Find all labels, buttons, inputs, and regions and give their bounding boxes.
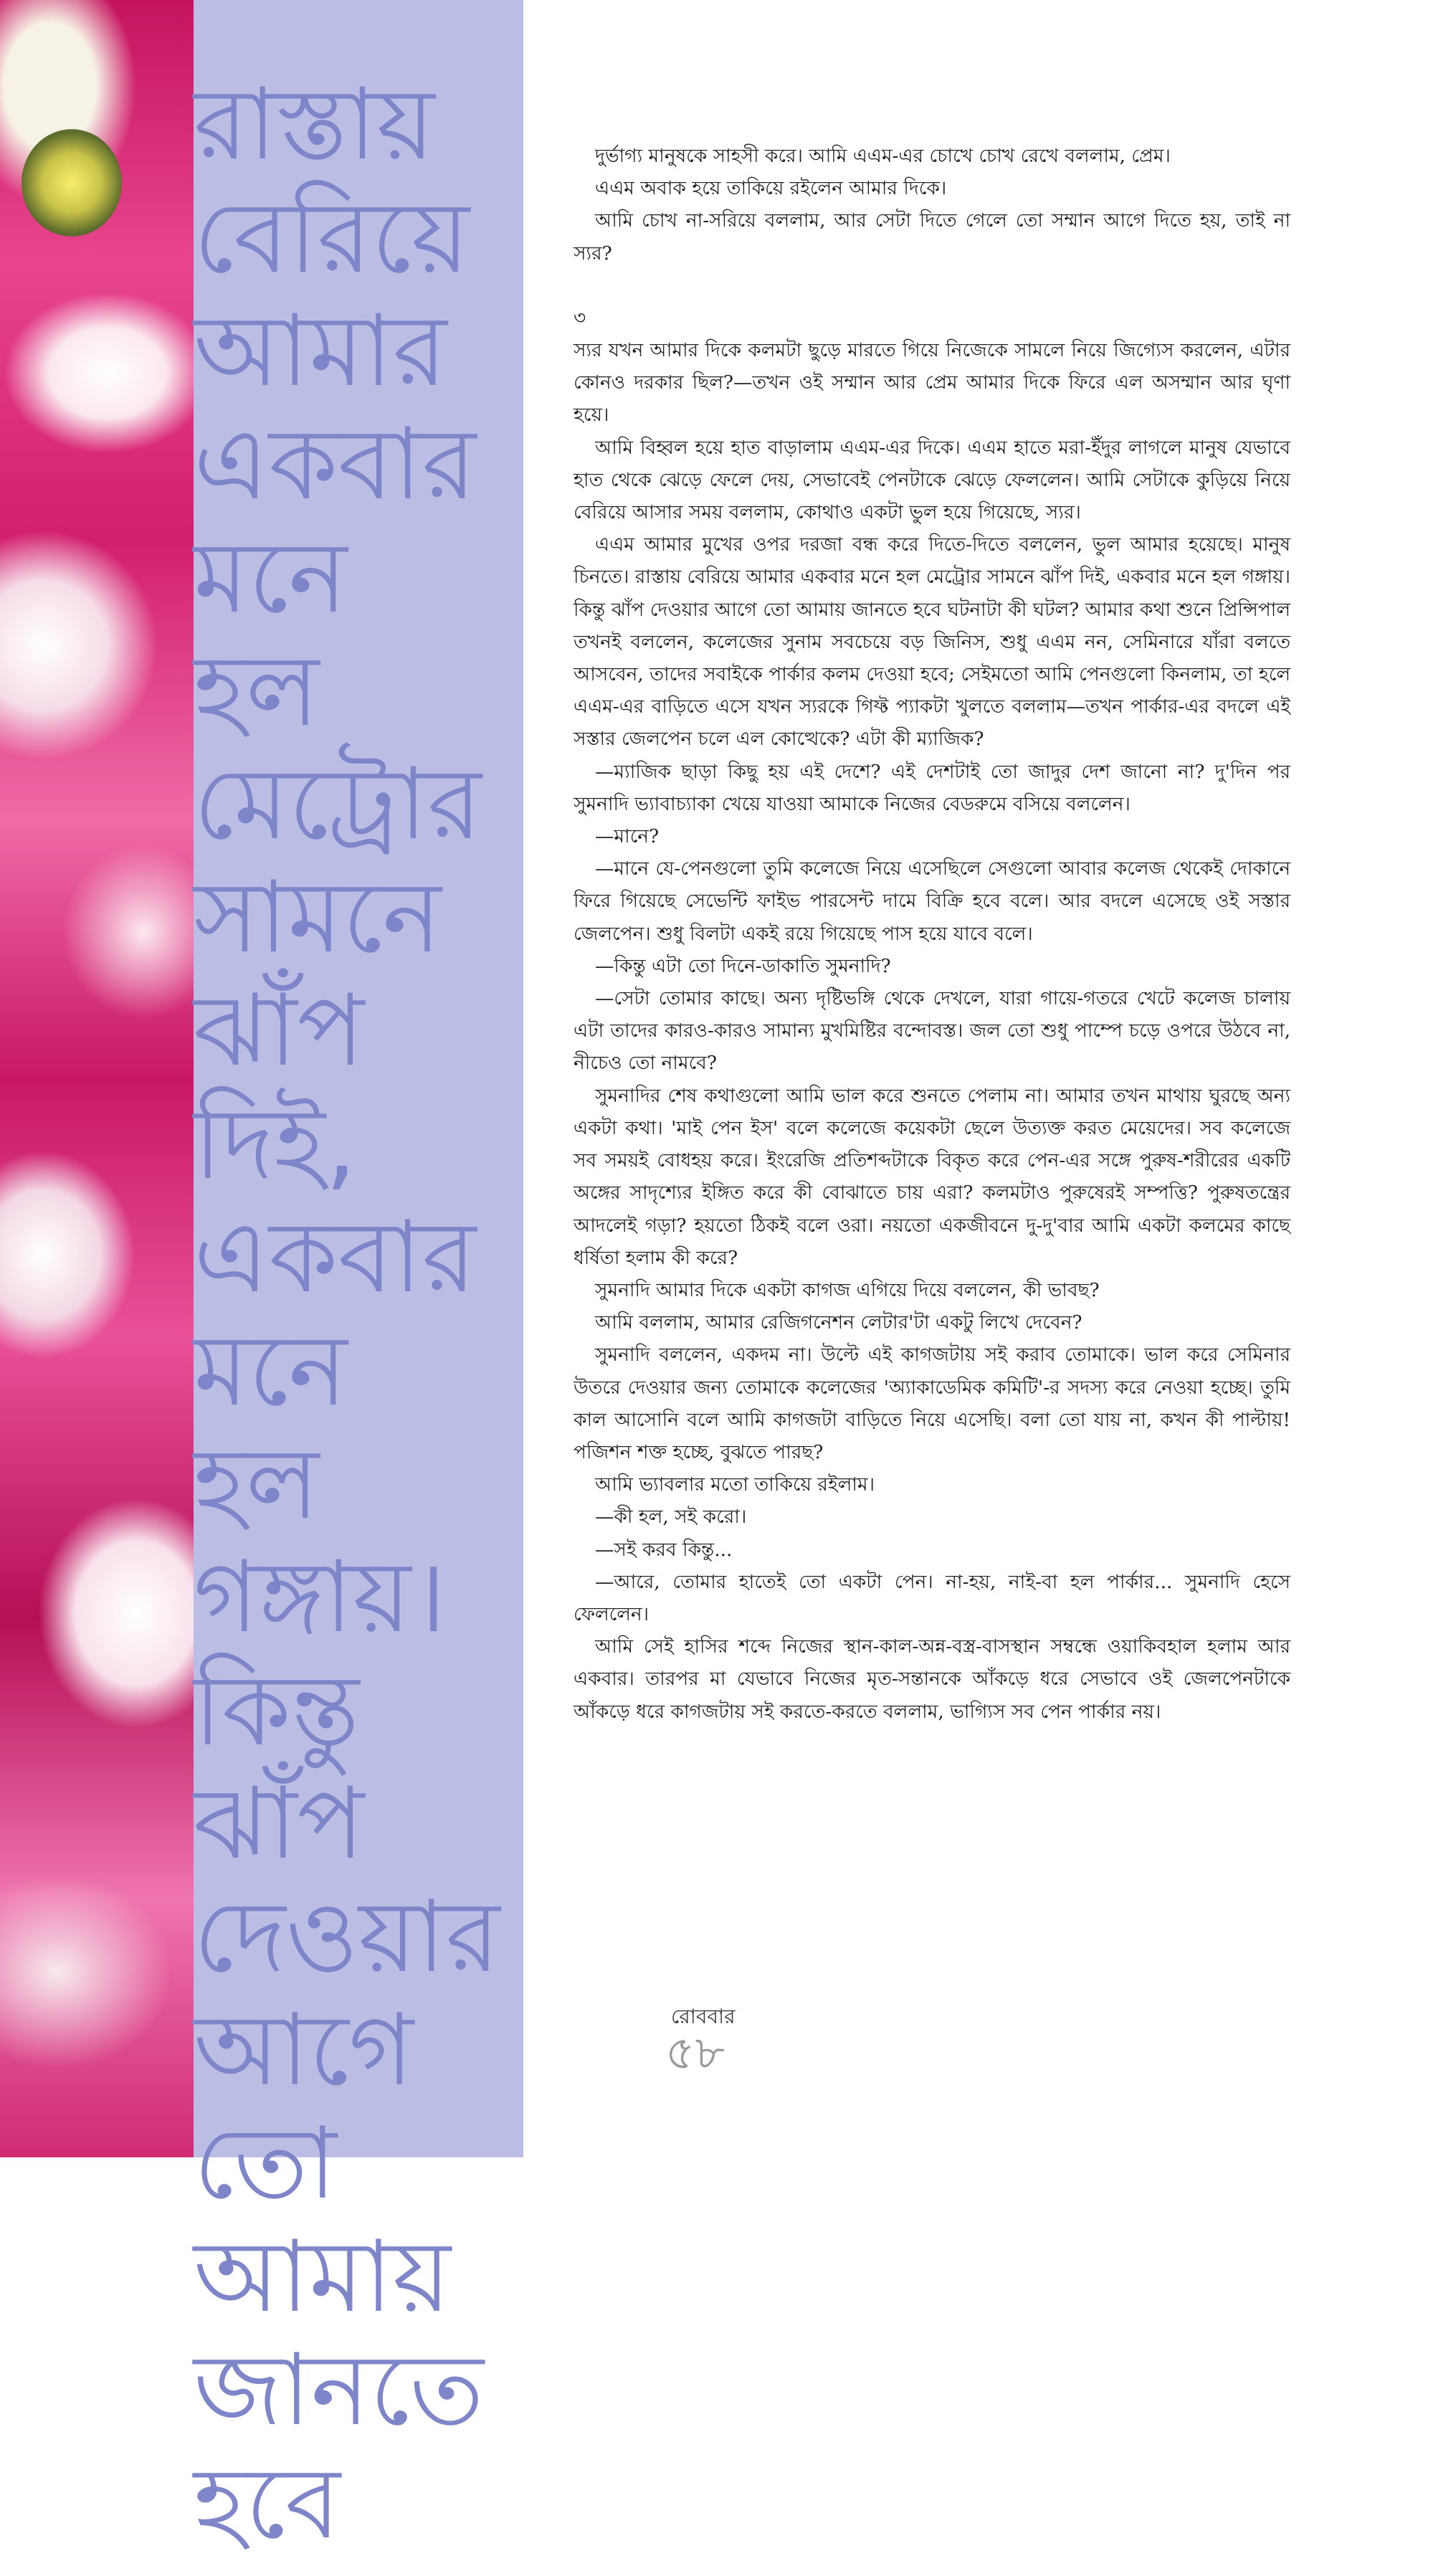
paragraph: —সেটা তোমার কাছে। অন্য দৃষ্টিভঙ্গি থেকে দেখলে, যারা গায়ে-গতরে খেটে কলেজ চালায় এটা তাদের কারও-কারও সামান্য মুখমিষ্টির বন্দোবস্ত। জল তো শুধু পাম্পে চড়ে ওপরে উঠবে না, নীচেও তো নামবে?	[574, 987, 1290, 1075]
paragraph: —মানে যে-পেনগুলো তুমি কলেজে নিয়ে এসেছিলে সেগুলো আবার কলেজ থেকেই দোকানে ফিরে গিয়েছে সেভেন্টি ফাইভ পারসেন্ট দামে বিক্রি হবে বলে। আর বদলে এসেছে ওই সস্তার জেলপেন। শুধু বিলটা একই রয়ে গিয়েছে পাস হয়ে যাবে বলে।	[574, 857, 1290, 945]
flower-photo	[0, 0, 194, 2157]
pull-quote: রাস্তায় বেরিয়ে আমার একবার মনে হল মেট্রোর সামনে ঝাঁপ দিই, একবার মনে হল গঙ্গায়। কিন্তু ঝাঁপ দেওয়ার আগে তো আমায় জানতে হবে	[194, 67, 500, 2561]
paragraph: এএম অবাক হয়ে তাকিয়ে রইলেন আমার দিকে।	[595, 177, 947, 200]
paragraph: আমি চোখ না-সরিয়ে বললাম, আর সেটা দিতে গেলে তো সম্মান আগে দিতে হয়, তাই না স্যর?	[574, 209, 1290, 265]
paragraph: আমি ভ্যাবলার মতো তাকিয়ে রইলাম।	[595, 1473, 875, 1496]
paragraph: দুর্ভাগ্য মানুষকে সাহসী করে। আমি এএম-এর চোখে চোখ রেখে বললাম, প্রেম।	[595, 145, 1171, 167]
story-part-2	[574, 334, 1290, 1728]
paragraph: স্যর যখন আমার দিকে কলমটা ছুড়ে মারতে গিয়ে নিজেকে সামলে নিয়ে জিগ্যেস করলেন, এটার কোনও দরকার ছিল?—তখন ওই সম্মান আর প্রেম আমার দিকে ফিরে এল অসম্মান আর ঘৃণা হয়ে।	[574, 339, 1290, 427]
paragraph: —কিন্তু এটা তো দিনে-ডাকাতি সুমনাদি?	[595, 954, 891, 977]
paragraph: সুমনাদির শেষ কথাগুলো আমি ভাল করে শুনতে পেলাম না। আমার তখন মাথায় ঘুরছে অন্য একটা কথা। 'মাই পেন ইস' বলে কলেজে কয়েকটা ছেলে উত্যক্ত করত মেয়েদের। সব কলেজে সব সময়ই বোধহয় করে। ইংরেজি প্রতিশব্দটাকে বিকৃত করে পেন-এর সঙ্গে পুরুষ-শরীরের একটি অঙ্গের সাদৃশ্যের ইঙ্গিত করে কী বোঝাতে চায় এরা? কলমটাও পুরুষেরই সম্পত্তি? পুরুষতন্ত্রের আদলেই গড়া? হয়তো ঠিকই বলে ওরা। নয়তো একজীবনে দু-দু'বার আমি একটা কলমের কাছে ধর্ষিতা হলাম কী করে?	[574, 1084, 1290, 1269]
paragraph: এএম আমার মুখের ওপর দরজা বন্ধ করে দিতে-দিতে বললেন, ভুল আমার হয়েছে। মানুষ চিনতে। রাস্তায় বেরিয়ে আমার একবার মনে হল মেট্রোর সামনে ঝাঁপ দিই, একবার মনে হল গঙ্গায়। কিন্তু ঝাঁপ দেওয়ার আগে তো আমায় জানতে হবে ঘটনাটা কী ঘটল? আমার কথা শুনে প্রিন্সিপাল তখনই বললেন, কলেজের সুনাম সবচেয়ে বড় জিনিস, শুধু এএম নন, সেমিনারে যাঁরা বলতে আসবেন, তাদের সবাইকে পার্কার কলম দেওয়া হবে; সেইমতো আমি পেনগুলো কিনলাম, তা হলে এএম-এর বাড়িতে এসে যখন স্যরকে গিফ্ট প্যাকটা খুলতে বললাম—তখন পার্কার-এর বদলে এই সস্তার জেলপেন চলে এল কোত্থেকে? এটা কী ম্যাজিক?	[574, 533, 1290, 751]
page-number: ৫৮	[665, 2027, 725, 2080]
story-part-1	[574, 140, 1290, 270]
paragraph: —মানে?	[595, 825, 660, 848]
flower-center	[22, 129, 122, 237]
paragraph: —সই করব কিন্তু...	[595, 1538, 733, 1561]
paragraph: —কী হল, সই করো।	[595, 1506, 747, 1529]
paragraph: আমি সেই হাসির শব্দে নিজের স্থান-কাল-অন্ন-বস্ত্র-বাসস্থান সম্বন্ধে ওয়াকিবহাল হলাম আর একবার। তারপর মা যেভাবে নিজের মৃত-সন্তানকে আঁকড়ে ধরে সেভাবে ওই জেলপেনটাকে আঁকড়ে ধরে কাগজটায় সই করতে-করতে বললাম, ভাগ্যিস সব পেন পার্কার নয়।	[574, 1635, 1290, 1723]
paragraph: —ম্যাজিক ছাড়া কিছু হয় এই দেশে? এই দেশটাই তো জাদুর দেশ জানো না? দু'দিন পর সুমনাদি ভ্যাবাচ্যাকা খেয়ে যাওয়া আমাকে নিজের বেডরুমে বসিয়ে বললেন।	[574, 760, 1290, 815]
page-footer	[665, 2004, 809, 2080]
paragraph: সুমনাদি বললেন, একদম না। উল্টে এই কাগজটায় সই করাব তোমাকে। ভাল করে সেমিনার উতরে দেওয়ার জন্য তোমাকে কলেজের 'অ্যাকাডেমিক কমিটি'-র সদস্য করে নেওয়া হচ্ছে। তুমি কাল আসোনি বলে আমি কাগজটা বাড়িতে নিয়ে এসেছি। বলা তো যায় না, কখন কী পাল্টায়! পজিশন শক্ত হচ্ছে, বুঝতে পারছ?	[574, 1344, 1290, 1463]
paragraph: আমি বিহ্বল হয়ে হাত বাড়ালাম এএম-এর দিকে। এএম হাতে মরা-ইঁদুর লাগলে মানুষ যেভাবে হাত থেকে ঝেড়ে ফেলে দেয়, সেভাবেই পেনটাকে ঝেড়ে ফেললেন। আমি সেটাকে কুড়িয়ে নিয়ে বেরিয়ে আসার সময় বললাম, কোথাও একটা ভুল হয়ে গিয়েছে, স্যর।	[574, 436, 1290, 524]
paragraph: আমি বললাম, আমার রেজিগনেশন লেটার'টা একটু লিখে দেবেন?	[595, 1311, 1083, 1334]
section-number: ৩	[574, 306, 586, 329]
paragraph: সুমনাদি আমার দিকে একটা কাগজ এগিয়ে দিয়ে বললেন, কী ভাবছ?	[595, 1278, 1100, 1301]
story-column	[574, 140, 1290, 1728]
paragraph: —আরে, তোমার হাতেই তো একটা পেন। না-হয়, নাই-বা হল পার্কার... সুমনাদি হেসে ফেললেন।	[574, 1570, 1290, 1625]
pull-quote-panel	[194, 0, 523, 2561]
magazine-name: রোববার	[671, 2005, 736, 2028]
